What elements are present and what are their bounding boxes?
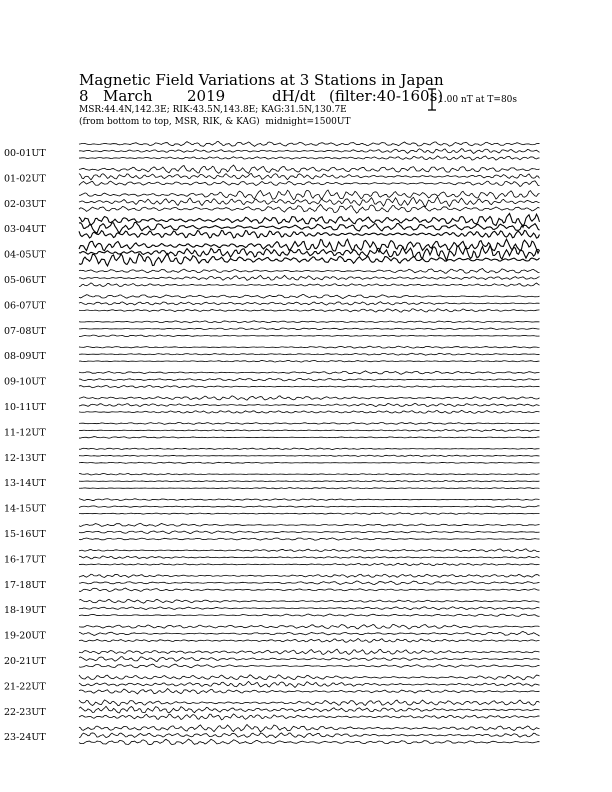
trace-msr — [79, 538, 540, 540]
trace-kag — [79, 499, 540, 501]
trace-kag — [79, 549, 540, 552]
hour-label: 02-03UT — [4, 198, 46, 210]
trace-msr — [79, 714, 540, 720]
trace-kag — [79, 423, 540, 425]
trace-kag — [79, 724, 540, 731]
trace-kag — [79, 239, 540, 253]
filter-label: (filter:40-160s) — [329, 87, 444, 105]
trace-kag — [79, 142, 540, 147]
hour-label: 22-23UT — [4, 706, 46, 718]
trace-msr — [79, 230, 540, 238]
trace-kag — [79, 649, 540, 654]
trace-msr — [79, 385, 540, 387]
trace-rik — [79, 556, 540, 559]
trace-rik — [79, 353, 540, 355]
trace-rik — [79, 328, 540, 330]
trace-msr — [79, 614, 540, 616]
trace-rik — [79, 275, 540, 280]
order-text: (from bottom to top, MSR, RIK, & KAG) — [79, 117, 260, 127]
hour-label: 09-10UT — [4, 376, 46, 388]
hour-label: 17-18UT — [4, 579, 46, 591]
trace-msr — [79, 462, 540, 463]
trace-msr — [79, 437, 540, 439]
trace-rik — [79, 607, 540, 610]
trace-msr — [79, 638, 540, 642]
trace-kag — [79, 599, 540, 603]
trace-msr — [79, 410, 540, 413]
trace-rik — [79, 455, 540, 456]
trace-msr — [79, 181, 540, 187]
hour-label: 12-13UT — [4, 452, 46, 464]
hour-label: 14-15UT — [4, 503, 46, 515]
trace-rik — [79, 481, 540, 482]
hour-label: 18-19UT — [4, 605, 46, 617]
trace-rik — [79, 429, 540, 431]
trace-kag — [79, 700, 540, 706]
trace-msr — [79, 488, 540, 489]
hour-label: 00-01UT — [4, 148, 46, 159]
trace-kag — [79, 574, 540, 577]
hour-label: 03-04UT — [4, 224, 46, 236]
trace-kag — [79, 474, 540, 475]
trace-rik — [79, 403, 540, 406]
hour-label: 05-06UT — [4, 275, 46, 286]
trace-kag — [79, 190, 540, 200]
scale-bar — [428, 89, 436, 110]
trace-kag — [79, 523, 540, 526]
trace-msr — [79, 204, 540, 213]
hour-label: 01-02UT — [4, 173, 46, 185]
hour-label: 10-11UT — [4, 402, 46, 413]
scale-bar-label: 1.00 nT at T=80s — [438, 95, 518, 105]
trace-msr — [79, 283, 540, 287]
trace-kag — [79, 371, 540, 374]
trace-msr — [79, 335, 540, 337]
hour-label: 15-16UT — [4, 529, 46, 540]
trace-rik — [79, 657, 540, 662]
trace-kag — [79, 321, 540, 323]
hour-label: 16-17UT — [4, 554, 46, 566]
trace-msr — [79, 739, 540, 745]
trace-kag — [79, 214, 540, 228]
trace-msr — [79, 689, 540, 694]
trace-rik — [79, 733, 540, 738]
trace-msr — [79, 664, 540, 668]
trace-msr — [79, 360, 540, 362]
trace-rik — [79, 506, 540, 508]
trace-kag — [79, 346, 540, 348]
date-day: 8 — [79, 87, 89, 105]
midnight-note: midnight=1500UT — [265, 117, 351, 127]
trace-rik — [79, 581, 540, 585]
trace-kag — [79, 624, 540, 629]
hour-label: 20-21UT — [4, 656, 46, 667]
trace-kag — [79, 396, 540, 400]
date-year: 2019 — [187, 87, 226, 105]
trace-kag — [79, 675, 540, 680]
date-month: March — [103, 87, 153, 105]
trace-rik — [79, 631, 540, 636]
trace-rik — [79, 197, 540, 207]
trace-kag — [79, 448, 540, 449]
hour-label: 06-07UT — [4, 300, 46, 312]
station-coordinates: MSR:44.4N,142.3E; RIK:43.5N,143.8E; KAG:31.5N,130.7E — [79, 105, 347, 115]
trace-rik — [79, 681, 540, 687]
trace-msr — [79, 513, 540, 515]
trace-rik — [79, 531, 540, 534]
trace-rik — [79, 706, 540, 713]
trace-rik — [79, 378, 540, 381]
trace-rik — [79, 302, 540, 305]
trace-msr — [79, 563, 540, 565]
chart-title: Magnetic Field Variations at 3 Stations in Japan — [79, 71, 444, 89]
hour-label: 04-05UT — [4, 249, 46, 261]
trace-kag — [79, 165, 540, 173]
trace-msr — [79, 588, 540, 591]
trace-rik — [79, 174, 540, 180]
trace-kag — [79, 294, 540, 298]
hour-label: 11-12UT — [4, 427, 46, 439]
hour-label: 21-22UT — [4, 681, 46, 693]
quantity-label: dH/dt — [272, 87, 316, 105]
trace-msr — [79, 156, 540, 160]
hour-label: 08-09UT — [4, 351, 46, 363]
trace-rik — [79, 149, 540, 154]
hour-label: 13-14UT — [4, 478, 46, 490]
hour-label: 19-20UT — [4, 630, 46, 642]
trace-kag — [79, 269, 540, 274]
hour-label: 23-24UT — [4, 732, 46, 744]
trace-msr — [79, 309, 540, 312]
hour-label: 07-08UT — [4, 325, 46, 337]
